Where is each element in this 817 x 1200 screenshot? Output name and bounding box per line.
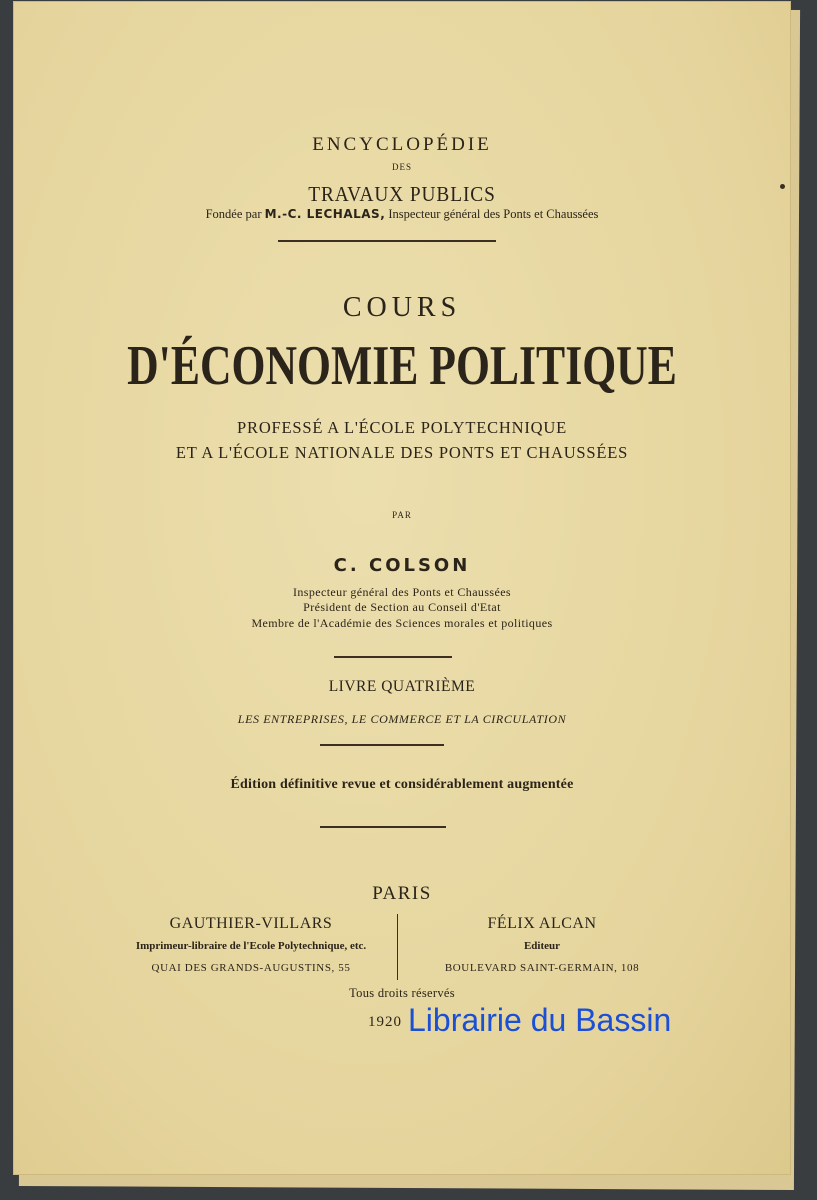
main-title: D'ÉCONOMIE POLITIQUE [127, 335, 677, 397]
publisher-2-name: FÉLIX ALCAN [487, 915, 597, 932]
paper-speck [780, 184, 785, 189]
divider-rule [278, 240, 496, 242]
taught-line-1: PROFESSÉ A L'ÉCOLE POLYTECHNIQUE [237, 418, 567, 437]
founder-prefix: Fondée par [205, 207, 262, 221]
author-name: C. COLSON [333, 555, 471, 576]
series-subtitle: TRAVAUX PUBLICS [308, 182, 496, 206]
divider-rule [320, 744, 444, 746]
publisher-2-address: BOULEVARD SAINT-GERMAIN, 108 [444, 962, 640, 974]
series-title: ENCYCLOPÉDIE [312, 134, 492, 155]
by-label: PAR [392, 510, 412, 520]
series-des: DES [391, 162, 412, 172]
book-cover [14, 2, 790, 1174]
author-credential: Président de Section au Conseil d'Etat [303, 600, 501, 614]
watermark-text: Librairie du Bassin [408, 1002, 672, 1038]
publisher-1-desc: Imprimeur-libraire de l'Ecole Polytechnique, etc. [135, 940, 367, 952]
book-part: LIVRE QUATRIÈME [328, 678, 476, 695]
edition-note: Édition définitive revue et considérablement augmentée [230, 777, 574, 792]
publisher-1-name: GAUTHIER-VILLARS [169, 915, 333, 932]
publisher-1-address: QUAI DES GRANDS-AUGUSTINS, 55 [151, 962, 351, 974]
author-credential: Membre de l'Académie des Sciences morales et politiques [251, 616, 553, 630]
publisher-divider [397, 914, 398, 980]
author-credential: Inspecteur général des Ponts et Chaussées [292, 585, 511, 599]
imprint-city: PARIS [372, 883, 432, 904]
taught-line-2: ET A L'ÉCOLE NATIONALE DES PONTS ET CHAUSSÉES [175, 443, 629, 462]
divider-rule [320, 826, 446, 828]
founder-title: Inspecteur général des Ponts et Chaussées [388, 207, 599, 221]
title-cours: COURS [342, 292, 462, 323]
divider-rule [334, 656, 452, 658]
founder-name: M.-C. LECHALAS, [264, 207, 386, 221]
rights-notice: Tous droits réservés [349, 986, 455, 1000]
publication-year: 1920 [368, 1014, 402, 1030]
publisher-2-desc: Editeur [523, 940, 561, 952]
founder-line [14, 207, 790, 222]
book-subtitle: LES ENTREPRISES, LE COMMERCE ET LA CIRCULATION [237, 712, 567, 726]
